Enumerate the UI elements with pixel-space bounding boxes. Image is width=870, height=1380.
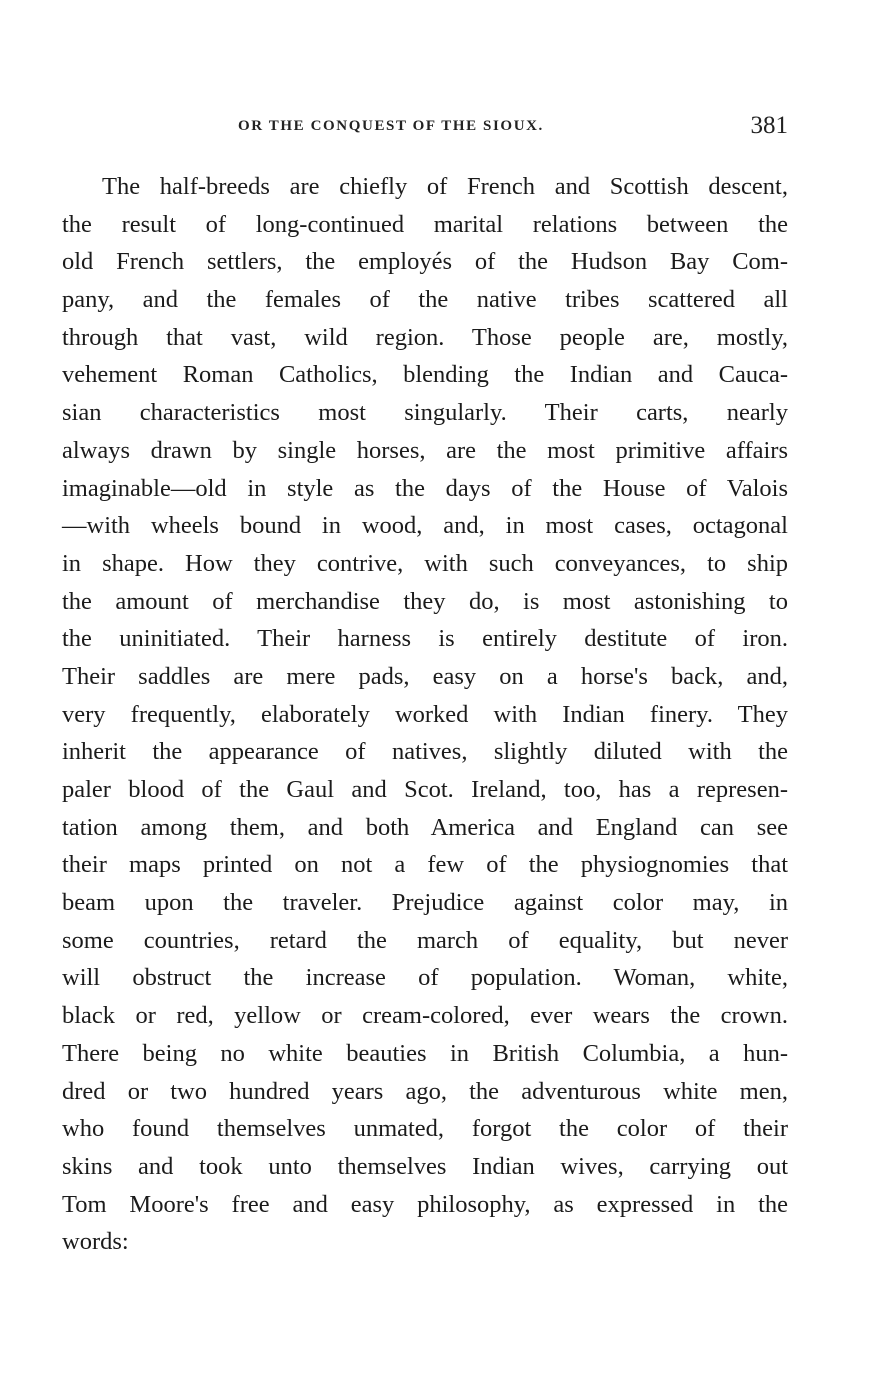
running-head (62, 112, 788, 148)
running-title: OR THE CONQUEST OF THE SIOUX. (238, 118, 544, 134)
text-line: old French settlers, the employés of the Hudson Bay Com- (62, 248, 788, 276)
text-line: There being no white beauties in British Columbia, a hun- (62, 1039, 788, 1067)
text-line: paler blood of the Gaul and Scot. Ireland, too, has a represen- (62, 776, 788, 803)
text-line: black or red, yellow or cream-colored, ever wears the crown. (62, 1002, 788, 1030)
text-line: beam upon the traveler. Prejudice against color may, in (62, 889, 788, 917)
body-paragraph (62, 168, 788, 1261)
text-line: dred or two hundred years ago, the adventurous white men, (62, 1077, 788, 1105)
text-line: in shape. How they contrive, with such conveyances, to ship (62, 549, 788, 577)
text-line: the uninitiated. Their harness is entirely destitute of iron. (62, 625, 788, 653)
text-line: vehement Roman Catholics, blending the Indian and Cauca- (62, 361, 788, 389)
text-line: the result of long-continued marital relations between the (62, 210, 788, 238)
text-line: the amount of merchandise they do, is most astonishing to (62, 587, 788, 615)
text-line: through that vast, wild region. Those people are, mostly, (62, 323, 788, 351)
text-line: —with wheels bound in wood, and, in most cases, octagonal (62, 512, 788, 540)
text-line: very frequently, elaborately worked with Indian finery. They (62, 700, 788, 728)
text-line: imaginable—old in style as the days of the House of Valois (62, 474, 788, 502)
text-line: Tom Moore's free and easy philosophy, as expressed in the (62, 1190, 788, 1218)
text-line: inherit the appearance of natives, slightly diluted with the (62, 738, 788, 766)
page-number: 381 (750, 112, 788, 139)
text-line: their maps printed on not a few of the physiognomies that (62, 851, 788, 879)
text-line: some countries, retard the march of equality, but never (62, 926, 788, 954)
text-line: pany, and the females of the native tribes scattered all (62, 286, 788, 314)
text-line: Their saddles are mere pads, easy on a horse's back, and, (62, 662, 788, 690)
text-line: always drawn by single horses, are the most primitive affairs (62, 436, 788, 464)
text-line: will obstruct the increase of population. Woman, white, (62, 964, 788, 992)
text-line: skins and took unto themselves Indian wives, carrying out (62, 1152, 788, 1180)
text-line: The half-breeds are chiefly of French and Scottish descent, (102, 173, 788, 200)
text-line: who found themselves unmated, forgot the color of their (62, 1115, 788, 1143)
text-line: words: (62, 1228, 129, 1256)
text-line: sian characteristics most singularly. Their carts, nearly (62, 399, 788, 427)
text-line: tation among them, and both America and England can see (62, 813, 788, 841)
